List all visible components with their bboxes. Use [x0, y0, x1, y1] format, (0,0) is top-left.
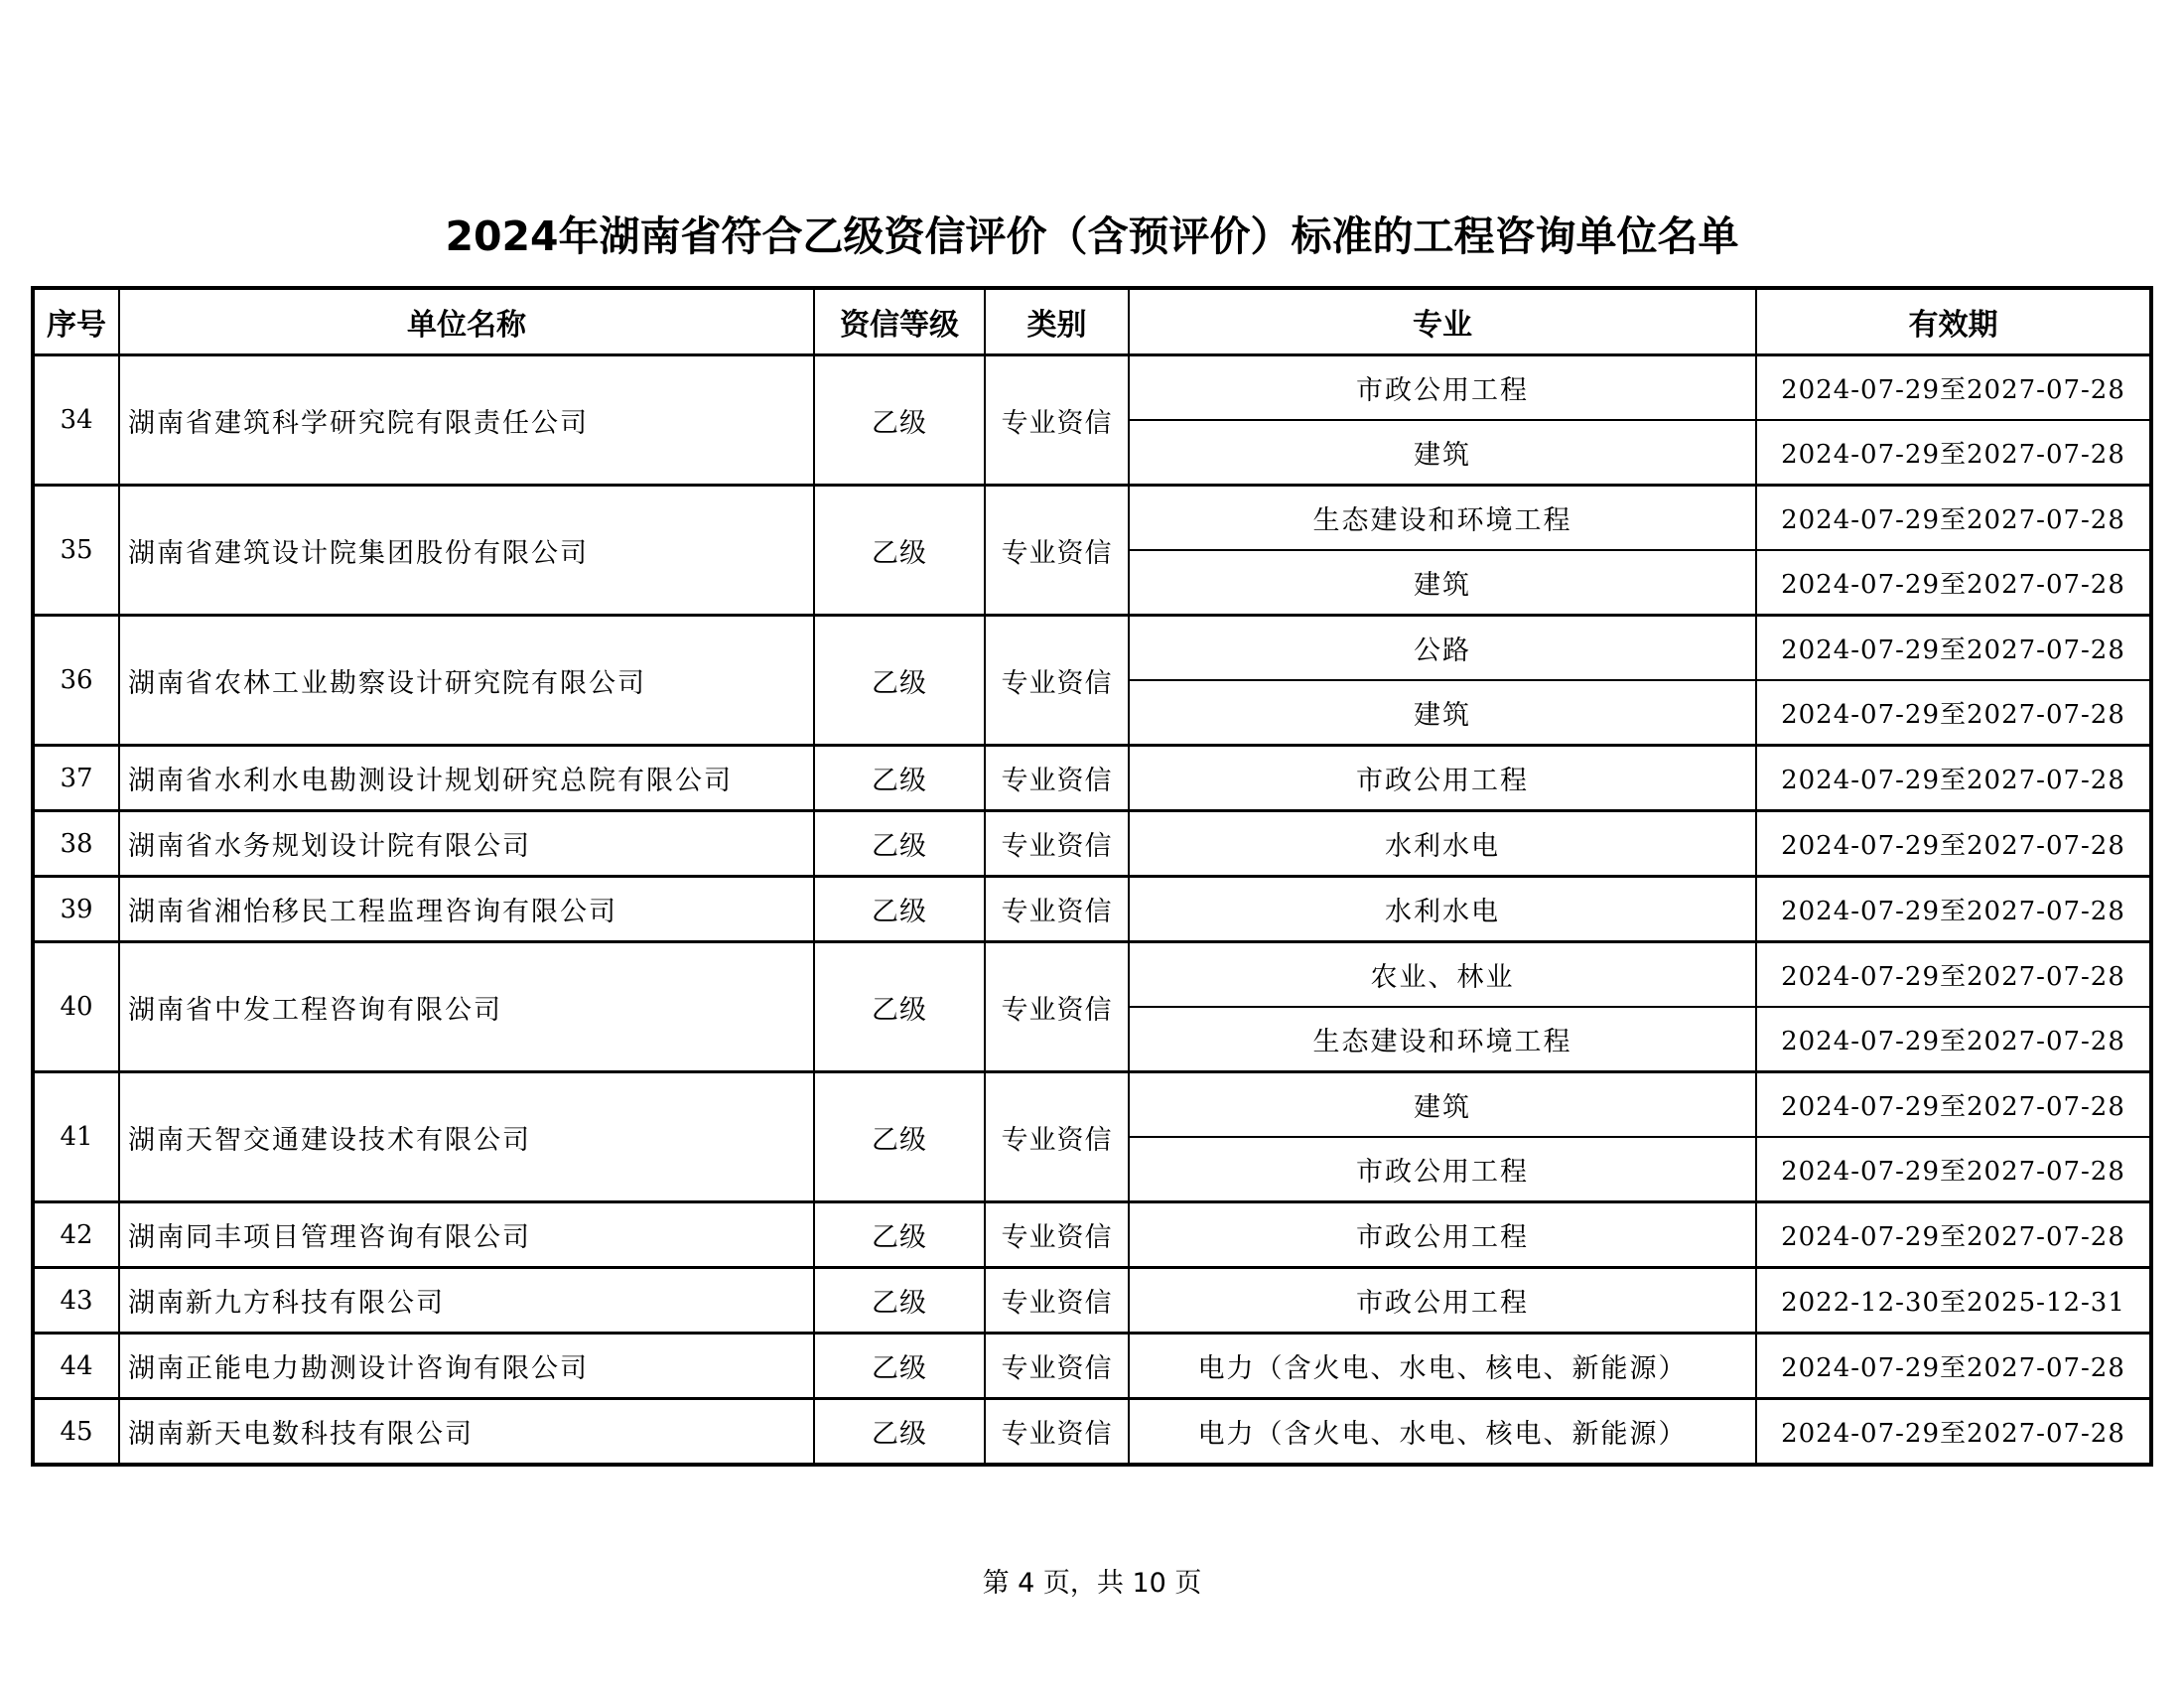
- unit-name-cell: 湖南省湘怡移民工程监理咨询有限公司: [119, 877, 814, 942]
- table-row: [34, 746, 2150, 811]
- table-row: [34, 1072, 2150, 1138]
- grade-cell: 乙级: [814, 877, 985, 942]
- validity-cell: 2024-07-29至2027-07-28: [1756, 1007, 2150, 1072]
- category-cell: 专业资信: [985, 1399, 1129, 1465]
- grade-cell: 乙级: [814, 1072, 985, 1202]
- unit-name-cell: 湖南同丰项目管理咨询有限公司: [119, 1202, 814, 1268]
- header-validity: 有效期: [1756, 289, 2150, 355]
- major-cell: 生态建设和环境工程: [1129, 1007, 1756, 1072]
- seq-cell: 40: [34, 942, 119, 1072]
- header-category: 类别: [985, 289, 1129, 355]
- seq-cell: 37: [34, 746, 119, 811]
- consulting-unit-table: [33, 288, 2151, 1465]
- unit-name-cell: 湖南省建筑设计院集团股份有限公司: [119, 486, 814, 616]
- validity-cell: 2024-07-29至2027-07-28: [1756, 1202, 2150, 1268]
- seq-cell: 36: [34, 616, 119, 746]
- major-cell: 农业、林业: [1129, 942, 1756, 1008]
- seq-cell: 45: [34, 1399, 119, 1465]
- seq-cell: 34: [34, 355, 119, 486]
- category-cell: 专业资信: [985, 877, 1129, 942]
- unit-name-cell: 湖南正能电力勘测设计咨询有限公司: [119, 1334, 814, 1399]
- category-cell: 专业资信: [985, 1202, 1129, 1268]
- table-row: [34, 942, 2150, 1008]
- major-cell: 建筑: [1129, 550, 1756, 616]
- major-cell: 建筑: [1129, 420, 1756, 486]
- table-row: [34, 877, 2150, 942]
- grade-cell: 乙级: [814, 1202, 985, 1268]
- header-major: 专业: [1129, 289, 1756, 355]
- seq-cell: 38: [34, 811, 119, 877]
- table-row: [34, 1202, 2150, 1268]
- category-cell: 专业资信: [985, 1072, 1129, 1202]
- major-cell: 市政公用工程: [1129, 746, 1756, 811]
- major-cell: 建筑: [1129, 680, 1756, 746]
- category-cell: 专业资信: [985, 486, 1129, 616]
- grade-cell: 乙级: [814, 746, 985, 811]
- document-title: 2024年湖南省符合乙级资信评价（含预评价）标准的工程咨询单位名单: [445, 212, 1739, 260]
- unit-name-cell: 湖南省水利水电勘测设计规划研究总院有限公司: [119, 746, 814, 811]
- validity-cell: 2024-07-29至2027-07-28: [1756, 942, 2150, 1008]
- unit-name-cell: 湖南省水务规划设计院有限公司: [119, 811, 814, 877]
- unit-name-cell: 湖南天智交通建设技术有限公司: [119, 1072, 814, 1202]
- seq-cell: 41: [34, 1072, 119, 1202]
- unit-name-cell: 湖南省建筑科学研究院有限责任公司: [119, 355, 814, 486]
- seq-cell: 43: [34, 1268, 119, 1334]
- grade-cell: 乙级: [814, 1334, 985, 1399]
- major-cell: 市政公用工程: [1129, 355, 1756, 421]
- grade-cell: 乙级: [814, 616, 985, 746]
- major-cell: 建筑: [1129, 1072, 1756, 1138]
- seq-cell: 42: [34, 1202, 119, 1268]
- validity-cell: 2024-07-29至2027-07-28: [1756, 550, 2150, 616]
- validity-cell: 2024-07-29至2027-07-28: [1756, 1137, 2150, 1202]
- validity-cell: 2024-07-29至2027-07-28: [1756, 680, 2150, 746]
- major-cell: 电力（含火电、水电、核电、新能源）: [1129, 1334, 1756, 1399]
- category-cell: 专业资信: [985, 1268, 1129, 1334]
- seq-cell: 39: [34, 877, 119, 942]
- unit-name-cell: 湖南省农林工业勘察设计研究院有限公司: [119, 616, 814, 746]
- validity-cell: 2024-07-29至2027-07-28: [1756, 486, 2150, 551]
- table-header-row: [34, 289, 2150, 355]
- header-name: 单位名称: [119, 289, 814, 355]
- table-row: [34, 811, 2150, 877]
- table-body: [34, 355, 2150, 1465]
- major-cell: 市政公用工程: [1129, 1137, 1756, 1202]
- header-seq: 序号: [34, 289, 119, 355]
- category-cell: 专业资信: [985, 811, 1129, 877]
- grade-cell: 乙级: [814, 942, 985, 1072]
- grade-cell: 乙级: [814, 486, 985, 616]
- category-cell: 专业资信: [985, 746, 1129, 811]
- category-cell: 专业资信: [985, 1334, 1129, 1399]
- validity-cell: 2024-07-29至2027-07-28: [1756, 1399, 2150, 1465]
- unit-name-cell: 湖南新九方科技有限公司: [119, 1268, 814, 1334]
- table-row: [34, 1334, 2150, 1399]
- grade-cell: 乙级: [814, 1268, 985, 1334]
- validity-cell: 2022-12-30至2025-12-31: [1756, 1268, 2150, 1334]
- header-grade: 资信等级: [814, 289, 985, 355]
- validity-cell: 2024-07-29至2027-07-28: [1756, 746, 2150, 811]
- table-row: [34, 1268, 2150, 1334]
- unit-name-cell: 湖南新天电数科技有限公司: [119, 1399, 814, 1465]
- validity-cell: 2024-07-29至2027-07-28: [1756, 877, 2150, 942]
- category-cell: 专业资信: [985, 942, 1129, 1072]
- table-row: [34, 355, 2150, 421]
- grade-cell: 乙级: [814, 811, 985, 877]
- validity-cell: 2024-07-29至2027-07-28: [1756, 355, 2150, 421]
- category-cell: 专业资信: [985, 616, 1129, 746]
- table-row: [34, 1399, 2150, 1465]
- table-row: [34, 616, 2150, 681]
- major-cell: 电力（含火电、水电、核电、新能源）: [1129, 1399, 1756, 1465]
- major-cell: 公路: [1129, 616, 1756, 681]
- validity-cell: 2024-07-29至2027-07-28: [1756, 1072, 2150, 1138]
- major-cell: 市政公用工程: [1129, 1268, 1756, 1334]
- major-cell: 水利水电: [1129, 877, 1756, 942]
- grade-cell: 乙级: [814, 1399, 985, 1465]
- unit-name-cell: 湖南省中发工程咨询有限公司: [119, 942, 814, 1072]
- page-footer: 第 4 页，共 10 页: [982, 1568, 1202, 1599]
- major-cell: 水利水电: [1129, 811, 1756, 877]
- grade-cell: 乙级: [814, 355, 985, 486]
- validity-cell: 2024-07-29至2027-07-28: [1756, 1334, 2150, 1399]
- validity-cell: 2024-07-29至2027-07-28: [1756, 811, 2150, 877]
- major-cell: 市政公用工程: [1129, 1202, 1756, 1268]
- validity-cell: 2024-07-29至2027-07-28: [1756, 420, 2150, 486]
- validity-cell: 2024-07-29至2027-07-28: [1756, 616, 2150, 681]
- major-cell: 生态建设和环境工程: [1129, 486, 1756, 551]
- category-cell: 专业资信: [985, 355, 1129, 486]
- seq-cell: 44: [34, 1334, 119, 1399]
- seq-cell: 35: [34, 486, 119, 616]
- table-row: [34, 486, 2150, 551]
